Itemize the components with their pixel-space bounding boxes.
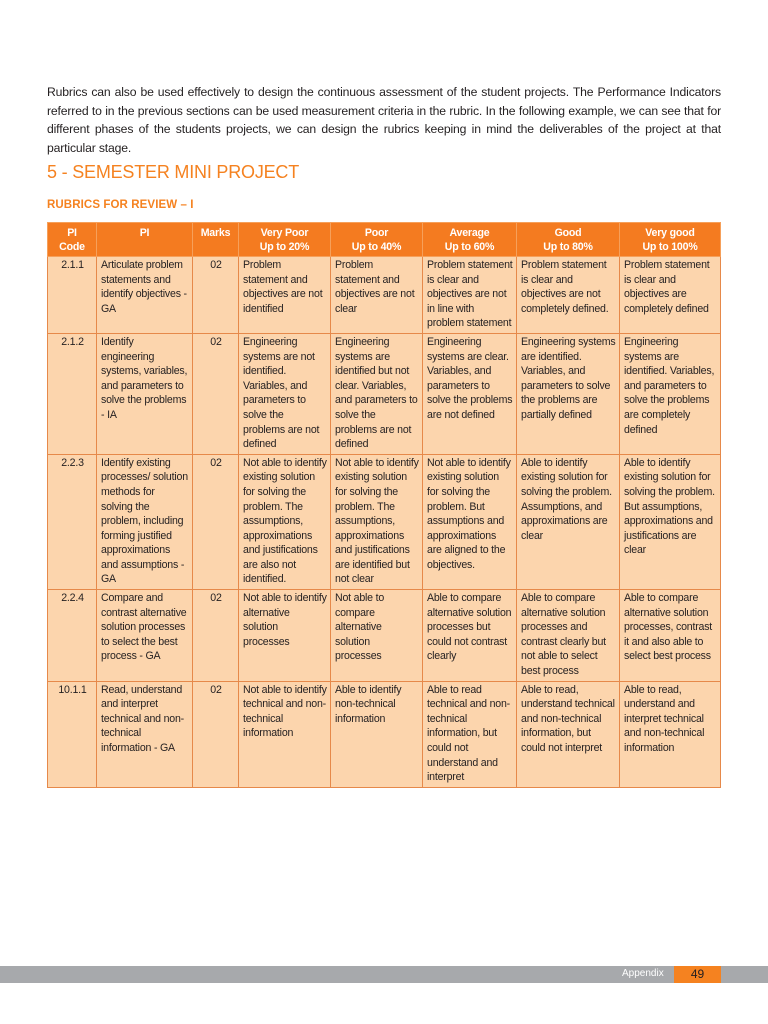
poor-cell: Able to identify non-technical information <box>331 681 423 787</box>
pi-cell: Read, understand and interpret technical and non-technical information - GA <box>97 681 193 787</box>
good-cell: Engineering systems are identified. Variables, and parameters to solve the problems are partially defined <box>517 333 620 454</box>
very-good-cell: Able to read, understand and interpret technical and non-technical information <box>620 681 721 787</box>
good-cell: Able to identify existing solution for solving the problem. Assumptions, and approximations are clear <box>517 454 620 589</box>
very-poor-cell: Problem statement and objectives are not identified <box>239 257 331 334</box>
poor-cell: Problem statement and objectives are not clear <box>331 257 423 334</box>
very-poor-cell: Engineering systems are not identified. Variables, and parameters to solve the problems are not defined <box>239 333 331 454</box>
good-cell: Problem statement is clear and objectives are not completely defined. <box>517 257 620 334</box>
section-heading: 5 - SEMESTER MINI PROJECT <box>47 162 300 182</box>
table-row <box>48 257 721 334</box>
header-pi: PI <box>97 223 193 257</box>
marks-cell: 02 <box>193 333 239 454</box>
table-header-row <box>48 223 721 257</box>
very-poor-cell: Not able to identify alternative solution processes <box>239 590 331 682</box>
pi-code-cell: 10.1.1 <box>48 681 97 787</box>
very-good-cell: Engineering systems are identified. Variables, and parameters to solve the problems are completely defined <box>620 333 721 454</box>
table-row <box>48 681 721 787</box>
pi-code-cell: 2.2.3 <box>48 454 97 589</box>
average-cell: Not able to identify existing solution for solving the problem. But assumptions and approximations are aligned to the objectives. <box>423 454 517 589</box>
very-good-cell: Able to compare alternative solution processes, contrast it and also able to select best process <box>620 590 721 682</box>
table-row <box>48 333 721 454</box>
average-cell: Engineering systems are clear. Variables, and parameters to solve the problems are not defined <box>423 333 517 454</box>
table-row <box>48 590 721 682</box>
table-row <box>48 454 721 589</box>
pi-code-cell: 2.1.2 <box>48 333 97 454</box>
marks-cell: 02 <box>193 257 239 334</box>
average-cell: Able to read technical and non-technical information, but could not understand and interpret <box>423 681 517 787</box>
very-good-cell: Able to identify existing solution for solving the problem. But assumptions, approximations and justifications are clear <box>620 454 721 589</box>
header-pi-code: PI Code <box>48 223 97 257</box>
page-number: 49 <box>674 966 721 983</box>
header-poor: Poor Up to 40% <box>331 223 423 257</box>
very-good-cell: Problem statement is clear and objectives are completely defined <box>620 257 721 334</box>
header-very-poor: Very Poor Up to 20% <box>239 223 331 257</box>
poor-cell: Not able to compare alternative solution processes <box>331 590 423 682</box>
pi-cell: Compare and contrast alternative solution processes to select the best process - GA <box>97 590 193 682</box>
header-marks: Marks <box>193 223 239 257</box>
poor-cell: Not able to identify existing solution for solving the problem. The assumptions, approximations and justifications are identified but not clear <box>331 454 423 589</box>
pi-code-cell: 2.2.4 <box>48 590 97 682</box>
average-cell: Able to compare alternative solution processes but could not contrast clearly <box>423 590 517 682</box>
marks-cell: 02 <box>193 590 239 682</box>
pi-code-cell: 2.1.1 <box>48 257 97 334</box>
header-good: Good Up to 80% <box>517 223 620 257</box>
marks-cell: 02 <box>193 681 239 787</box>
poor-cell: Engineering systems are identified but not clear. Variables, and parameters to solve the problems are not defined <box>331 333 423 454</box>
good-cell: Able to read, understand technical and non-technical information, but could not interpret <box>517 681 620 787</box>
header-very-good: Very good Up to 100% <box>620 223 721 257</box>
average-cell: Problem statement is clear and objectives are not in line with problem statement <box>423 257 517 334</box>
pi-cell: Identify existing processes/ solution methods for solving the problem, including forming justified approximations and assumptions - GA <box>97 454 193 589</box>
marks-cell: 02 <box>193 454 239 589</box>
pi-cell: Articulate problem statements and identify objectives - GA <box>97 257 193 334</box>
header-average: Average Up to 60% <box>423 223 517 257</box>
footer-section-label: Appendix <box>622 968 664 979</box>
intro-paragraph: Rubrics can also be used effectively to design the continuous assessment of the student projects. The Performance Indicators referred to in the previous sections can be used measurement criteria in the rubric. In the following example, we can see that for different phases of the students projects, we can design the rubrics keeping in mind the deliverables of the project at that particular stage. <box>47 85 721 155</box>
pi-cell: Identify engineering systems, variables, and parameters to solve the problems - IA <box>97 333 193 454</box>
rubric-subheading: RUBRICS FOR REVIEW – I <box>47 199 194 211</box>
good-cell: Able to compare alternative solution processes and contrast clearly but not able to select best process <box>517 590 620 682</box>
very-poor-cell: Not able to identify existing solution for solving the problem. The assumptions, approximations and justifications are also not identified. <box>239 454 331 589</box>
rubric-table <box>47 222 721 788</box>
very-poor-cell: Not able to identify technical and non-technical information <box>239 681 331 787</box>
